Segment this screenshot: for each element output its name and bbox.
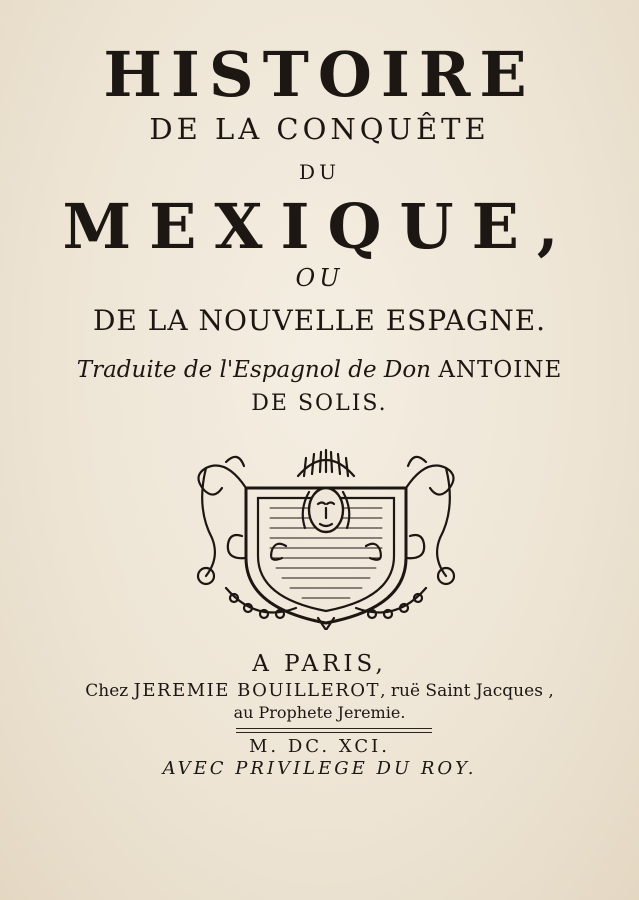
translation-text: Traduite de l'Espagnol de Don <box>76 357 439 383</box>
imprint-city: A PARIS, <box>252 651 387 677</box>
printer-ornament-icon <box>186 448 466 630</box>
imprint-printer-line <box>0 680 639 702</box>
imprint-chez: Chez <box>85 681 134 701</box>
imprint-address: , ruë Saint Jacques , <box>380 681 554 701</box>
title-de-la-conquete: DE LA CONQUÊTE <box>149 112 490 146</box>
title-mexique: MEXIQUE, <box>62 190 577 263</box>
title-ou: OU <box>295 264 344 292</box>
title-histoire: HISTOIRE <box>103 38 536 111</box>
royal-privilege: AVEC PRIVILEGE DU ROY. <box>162 758 477 779</box>
author-first-name: ANTOINE <box>438 357 563 383</box>
author-surname: DE SOLIS. <box>251 391 388 416</box>
divider-rule <box>236 728 432 729</box>
title-du: DU <box>299 160 340 184</box>
divider-rule <box>236 732 432 733</box>
translation-line <box>0 356 639 384</box>
title-nouvelle-espagne: DE LA NOUVELLE ESPAGNE. <box>92 304 547 337</box>
imprint-printer-name: JEREMIE BOUILLEROT <box>133 680 381 701</box>
publication-date: M. DC. XCI. <box>249 736 390 757</box>
imprint-sign: au Prophete Jeremie. <box>233 703 406 722</box>
